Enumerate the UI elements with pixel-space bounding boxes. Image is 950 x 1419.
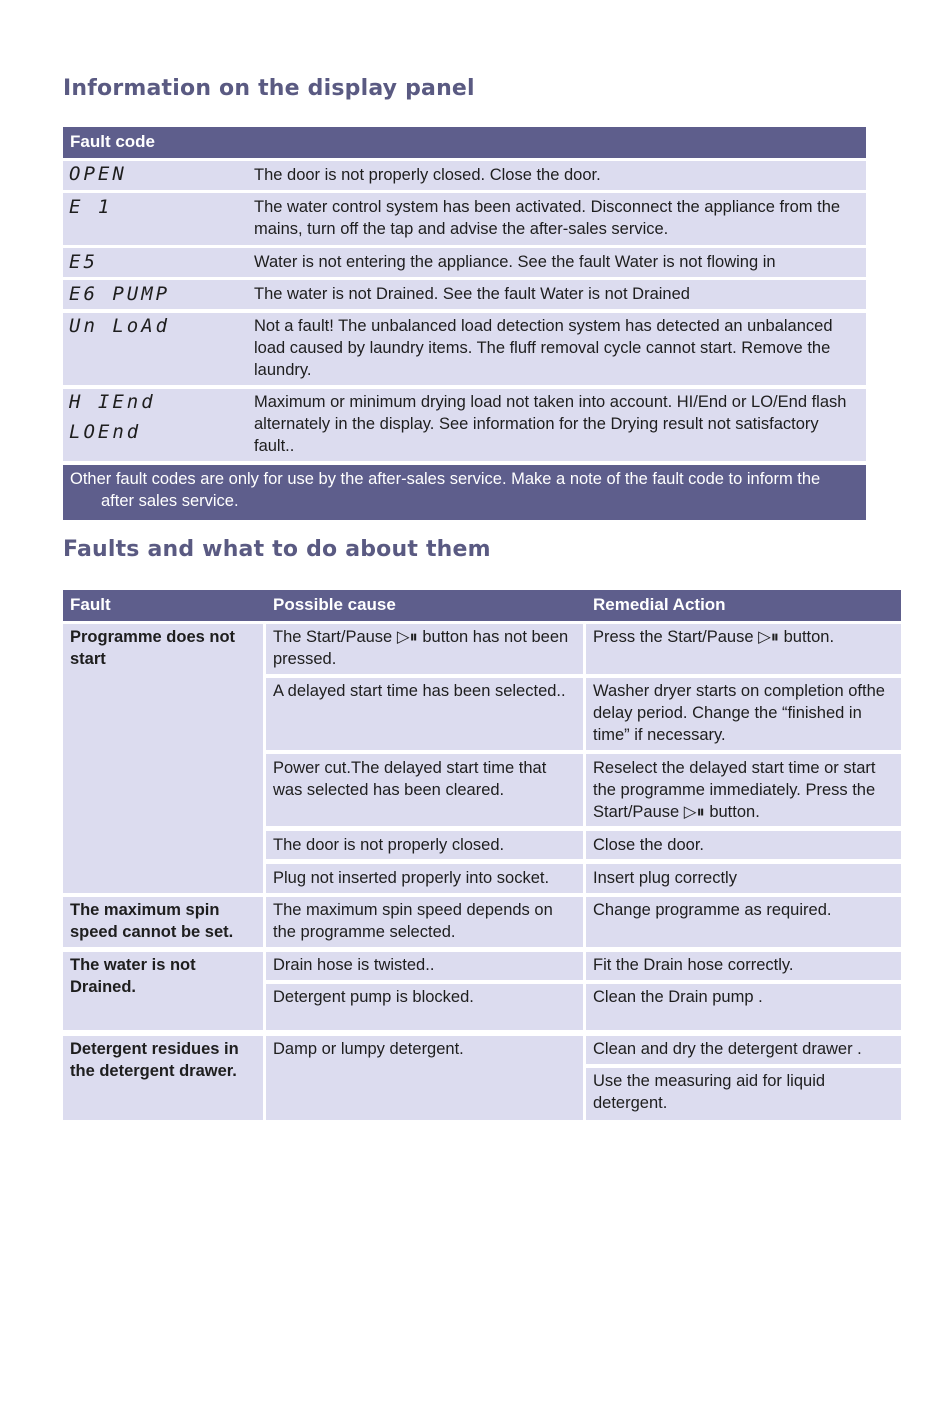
fault-code: Un LoAd xyxy=(69,315,171,337)
fault-code-header-label: Fault code xyxy=(70,132,156,151)
cause-text: Power cut.The delayed start time that was selected has been cleared. xyxy=(273,759,547,799)
fault-code: H IEnd xyxy=(69,391,156,413)
fault-code-description: The water control system has been activated. Disconnect the appliance from the mains, turn off the tap and advise the after-sales service. xyxy=(254,198,841,238)
action-text: Reselect the delayed start time or start the programme immediately. Press the Start/Pause ▷⏸ button. xyxy=(593,759,876,821)
after-sales-note-line: after sales service. xyxy=(101,492,239,510)
cause-text: Detergent pump is blocked. xyxy=(273,988,474,1006)
fault-code: E6 PUMP xyxy=(69,283,171,305)
faults-table-header xyxy=(63,590,901,621)
fault-code-description: The door is not properly closed. Close the door. xyxy=(254,166,601,184)
cause-text: The door is not properly closed. xyxy=(273,836,505,854)
fault-code-description: The water is not Drained. See the fault Water is not Drained xyxy=(254,285,690,303)
cause-text: Damp or lumpy detergent. xyxy=(273,1040,464,1058)
fault-code-description: Not a fault! The unbalanced load detection system has detected an unbalanced load caused by laundry items. The fluff removal cycle cannot start. Remove the laundry. xyxy=(254,317,833,379)
section-title-faults: Faults and what to do about them xyxy=(63,537,491,562)
fault-code-description: Water is not entering the appliance. See the fault Water is not flowing in xyxy=(254,253,776,271)
header-fault: Fault xyxy=(70,595,111,614)
after-sales-note-line: Other fault codes are only for use by the after-sales service. Make a note of the fault code to inform the xyxy=(70,470,821,488)
fault-code: E 1 xyxy=(69,196,113,218)
action-text: Close the door. xyxy=(593,836,704,854)
action-text: Clean and dry the detergent drawer . xyxy=(593,1040,862,1058)
fault-code: E5 xyxy=(69,251,98,273)
section-title-display-panel: Information on the display panel xyxy=(63,76,475,101)
fault-name: The maximum spin speed cannot be set. xyxy=(70,901,234,941)
action-text: Fit the Drain hose correctly. xyxy=(593,956,794,974)
fault-code-header xyxy=(63,127,866,158)
header-possible-cause: Possible cause xyxy=(273,595,396,614)
fault-code-description: Maximum or minimum drying load not taken into account. HI/End or LO/End flash alternately in the display. See information for the Drying result not satisfactory fault.. xyxy=(254,393,847,455)
header-remedial-action: Remedial Action xyxy=(593,595,726,614)
fault-name: Detergent residues in the detergent drawer. xyxy=(70,1040,239,1080)
action-text: Use the measuring aid for liquid detergent. xyxy=(593,1072,826,1112)
fault-name: The water is not Drained. xyxy=(70,956,196,996)
action-text: Change programme as required. xyxy=(593,901,832,919)
after-sales-note xyxy=(63,465,866,520)
cause-text: Drain hose is twisted.. xyxy=(273,956,435,974)
action-text: Insert plug correctly xyxy=(593,869,737,887)
action-text: Clean the Drain pump . xyxy=(593,988,763,1006)
fault-code: LOEnd xyxy=(69,421,142,443)
cause-text: Plug not inserted properly into socket. xyxy=(273,869,550,887)
cause-text: The Start/Pause ▷⏸ button has not been pressed. xyxy=(273,628,569,668)
cause-text: The maximum spin speed depends on the programme selected. xyxy=(273,901,553,941)
fault-name: Programme does not start xyxy=(70,628,236,668)
action-text: Press the Start/Pause ▷⏸ button. xyxy=(593,628,835,646)
action-text: Washer dryer starts on completion ofthe delay period. Change the “finished in time” if necessary. xyxy=(593,682,885,744)
cause-text: A delayed start time has been selected.. xyxy=(273,682,566,700)
fault-code: OPEN xyxy=(69,163,127,185)
